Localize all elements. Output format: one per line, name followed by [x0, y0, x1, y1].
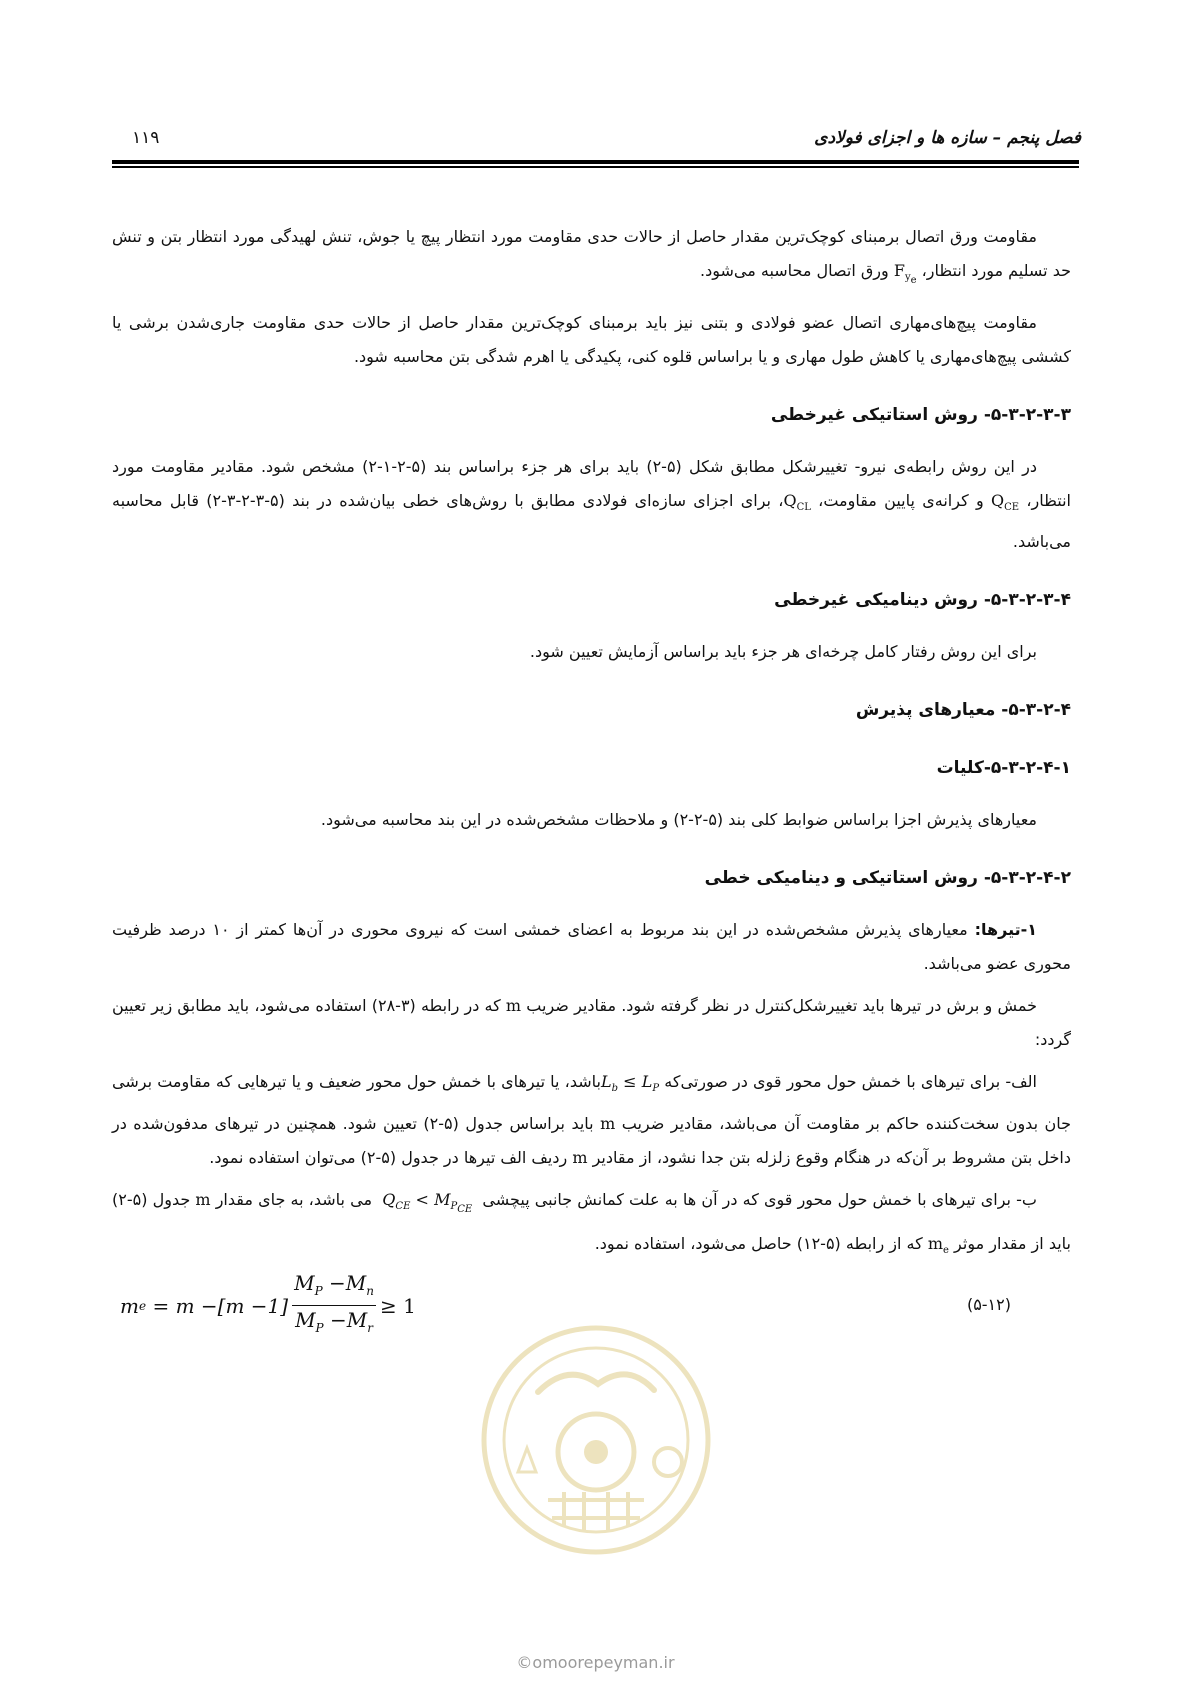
- paragraph-anchor-bolts: مقاومت پیچ‌های‌مهاری اتصال عضو فولادی و بتنی نیز باید برمبنای کوچک‌ترین مقدار حاصل از حالات حدی مقاومت جاری‌شدن برشی یا کششی پیچ‌های‌مهاری یا کاهش طول مهاری و یا براساس قلوه کنی، پکیدگی یا اهرم شدگی بتن محاسبه شود.: [112, 313, 1071, 367]
- page-header: [110, 128, 1081, 162]
- condition-lb-le-lp: $L_b \le L_P$: [600, 1072, 660, 1095]
- paragraph-plate-strength: مقاومت ورق اتصال برمبنای کوچک‌ترین مقدار حاصل از حالات حدی مقاومت مورد انتظار پیچ یا جوش، تنش لهیدگی مورد انتظار بتن و تنش حد تسلیم مورد انتظار، $F_{y_e}$ ورق اتصال محاسبه می‌شود.: [112, 227, 1071, 287]
- symbol-fye: $F_{y_e}$: [893, 261, 917, 287]
- symbol-qcl: $Q_{CL}$: [783, 491, 811, 514]
- paragraph-general: معیارهای پذیرش اجزا براساس ضوابط کلی بند (۵-۲-۲) و ملاحظات مشخص‌شده در این بند محاسبه می‌شود.: [320, 810, 1037, 830]
- paragraph-case-a: الف- برای تیرهای با خمش حول محور قوی در صورتی‌که $L_b$ ≤ $L_Pباشد،$ یا تیرهای با خمش حول محور ضعیف و یا تیرهایی که مقاومت برشی جان بدون سخت‌کننده حاکم بر مقاومت آن می‌باشد، مقادیر ضریب m باید براساس جدول (۵-۲) تعیین شود. همچنین در تیرهای مدفون‌شده در داخل بتن مشروط بر آن‌که در هنگام وقوع زلزله بتن جدا نشود، از مقادیر m ردیف الف تیرها در جدول (۵-۲) می‌توان استفاده نمود.: [112, 1072, 1071, 1167]
- beams-label: ۱-تیرها:: [974, 920, 1038, 940]
- equation-expression: m e = m − [m −1] $\frac{M_P -M_n}{M_P -M_r}$ ≥ 1: [120, 1276, 416, 1336]
- omoore-peyman-seal-icon: [478, 1322, 714, 1558]
- heading-acceptance-criteria: ۵-۳-۲-۴- معیارهای پذیرش: [855, 700, 1071, 721]
- heading-nonlinear-dynamic: ۵-۳-۲-۳-۴- روش دینامیکی غیرخطی: [774, 590, 1071, 611]
- equation-fraction: $\frac{M_P -M_n}{M_P -M_r}$: [294, 1271, 374, 1336]
- page-number: ۱۱۹: [132, 128, 160, 148]
- page-body: [112, 220, 1071, 1340]
- symbol-me: $m_e$: [927, 1233, 949, 1256]
- paragraph-nonlinear-static: در این روش رابطه‌ی نیرو- تغییرشکل مطابق شکل (۵-۲) باید برای هر جزء براساس بند (۵-۲-۱-۲) مشخص شود. مقادیر مقاومت مورد انتظار، $Q_{CE}$ و کرانه‌ی پایین مقاومت، $Q_{CL}،$ برای اجزای سازه‌ای فولادی مطابق با روش‌های خطی بیان‌شده در بند (۵-۳-۲-۳-۲) قابل محاسبه می‌باشد.: [112, 457, 1071, 552]
- header-rule-thin: [112, 166, 1079, 168]
- heading-nonlinear-static: ۵-۳-۲-۳-۳- روش استاتیکی غیرخطی: [770, 405, 1071, 426]
- copyright-icon: ©: [516, 1653, 533, 1672]
- paragraph-nonlinear-dynamic: برای این روش رفتار کامل چرخه‌ای هر جزء باید براساس آزمایش تعیین شود.: [529, 642, 1037, 662]
- header-rule-thick: [112, 160, 1079, 164]
- heading-general: ۵-۳-۲-۴-۱-کلیات: [936, 758, 1071, 779]
- watermark-site-text: ©omoorepeyman.ir: [516, 1653, 675, 1672]
- chapter-title: فصل پنجم – سازه ها و اجزای فولادی: [814, 128, 1081, 148]
- paragraph-flexure-shear: خمش و برش در تیرها باید تغییرشکل‌کنترل در نظر گرفته شود. مقادیر ضریب m که در رابطه (۳-۲۸) استفاده می‌شود، باید مطابق زیر تعیین گردد:: [112, 996, 1071, 1050]
- equation-number: (۵-۱۲): [966, 1294, 1011, 1314]
- heading-linear-methods: ۵-۳-۲-۴-۲- روش استاتیکی و دینامیکی خطی: [704, 868, 1071, 889]
- condition-qce-lt-mpce: $Q_{CE} < M_{P_{CE}}$: [382, 1189, 473, 1215]
- symbol-qce: $Q_{CE}$: [991, 491, 1020, 514]
- paragraph-case-b: ب- برای تیرهای با خمش حول محور قوی که در آن ها به علت کمانش جانبی پیچشی $Q_{CE} < M_{P_{CE}}$ می باشد، به جای مقدار m جدول (۵-۲) باید از مقدار موثر $m_e$ که از رابطه (۵-۱۲) حاصل می‌شود، استفاده نمود.: [112, 1189, 1071, 1256]
- paragraph-beams: ۱-تیرها: معیارهای پذیرش مشخص‌شده در این بند مربوط به اعضای خمشی است که نیروی محوری در آن‌ها کمتر از ۱۰ درصد ظرفیت محوری عضو می‌باشد.: [112, 920, 1071, 974]
